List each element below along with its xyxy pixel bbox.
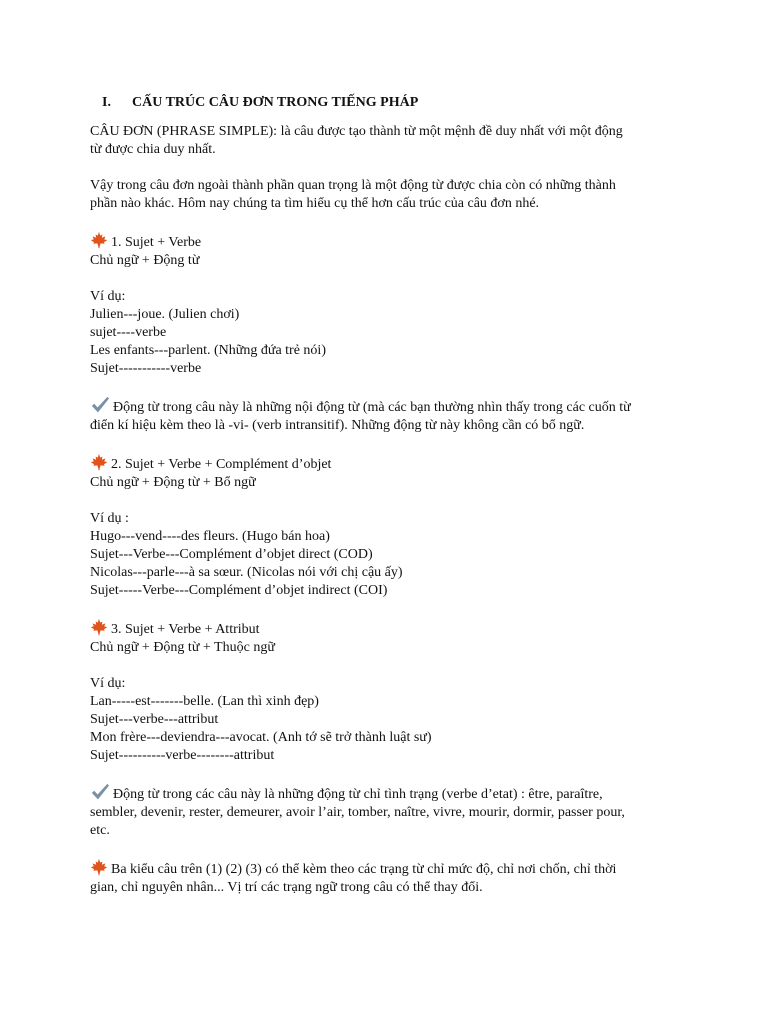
example-line: Nicolas---parle---à sa sœur. (Nicolas nói với chị cậu ấy) [90, 565, 403, 580]
example-line: Sujet-----------verbe [90, 361, 202, 376]
note-text: Động từ trong các câu này là những động từ chỉ tình trạng (verbe d’etat) : être, paraître, [113, 787, 603, 802]
example-line: Julien---joue. (Julien chơi) [90, 307, 240, 322]
examples-3 [90, 675, 678, 765]
note-text: Động từ trong câu này là những nội động từ (mà các bạn thường nhìn thấy trong các cuốn từ [113, 400, 631, 415]
example-line: Sujet---verbe---attribut [90, 712, 219, 727]
structure-title-text: 1. Sujet + Verbe [111, 235, 202, 250]
heading-title: CẤU TRÚC CÂU ĐƠN TRONG TIẾNG PHÁP [132, 95, 419, 110]
structure-1-header [90, 231, 678, 270]
example-line: Sujet---Verbe---Complément d’objet direct (COD) [90, 547, 373, 562]
example-line: Lan-----est-------belle. (Lan thì xinh đẹp) [90, 694, 319, 709]
structure-title-text: 3. Sujet + Verbe + Attribut [111, 622, 260, 637]
maple-leaf-icon [90, 618, 108, 636]
text-line: Vậy trong câu đơn ngoài thành phần quan trọng là một động từ được chia còn có những thành [90, 178, 616, 193]
structure-title [90, 453, 678, 474]
example-label: Ví dụ: [90, 676, 126, 691]
intro-paragraph-2 [90, 177, 678, 213]
closing-text: Ba kiểu câu trên (1) (2) (3) có thể kèm theo các trạng từ chỉ mức độ, chỉ nơi chốn, chỉ thời [111, 862, 617, 877]
note-line: điển kí hiệu kèm theo là -vi- (verb intransitif). Những động từ này không cần có bổ ngữ. [90, 418, 585, 433]
section-heading [90, 94, 678, 112]
structure-subtitle: Chủ ngữ + Động từ + Bổ ngữ [90, 475, 256, 490]
note-1 [90, 396, 678, 435]
note-line [90, 396, 678, 417]
maple-leaf-icon [90, 858, 108, 876]
closing-line [90, 858, 678, 879]
example-line: sujet----verbe [90, 325, 167, 340]
example-line: Sujet----------verbe--------attribut [90, 748, 275, 763]
text-line: từ được chia duy nhất. [90, 142, 216, 157]
example-label: Ví dụ : [90, 511, 129, 526]
examples-1 [90, 288, 678, 378]
structure-2-header [90, 453, 678, 492]
check-mark-icon [90, 396, 110, 414]
structure-title-text: 2. Sujet + Verbe + Complément d’objet [111, 457, 332, 472]
example-line: Hugo---vend----des fleurs. (Hugo bán hoa) [90, 529, 330, 544]
note-line: etc. [90, 823, 110, 838]
structure-title [90, 618, 678, 639]
example-line: Sujet-----Verbe---Complément d’objet indirect (COI) [90, 583, 388, 598]
check-mark-icon [90, 783, 110, 801]
text-line: CÂU ĐƠN (PHRASE SIMPLE): là câu được tạo thành từ một mệnh đề duy nhất với một động [90, 124, 623, 139]
maple-leaf-icon [90, 231, 108, 249]
note-3 [90, 783, 678, 840]
example-label: Ví dụ: [90, 289, 126, 304]
note-line: sembler, devenir, rester, demeurer, avoir l’air, tomber, naître, vivre, mourir, dormir, passer pour, [90, 805, 625, 820]
closing-line: gian, chỉ nguyên nhân... Vị trí các trạng ngữ trong câu có thể thay đổi. [90, 880, 483, 895]
example-line: Les enfants---parlent. (Những đứa trẻ nói) [90, 343, 326, 358]
structure-subtitle: Chủ ngữ + Động từ + Thuộc ngữ [90, 640, 275, 655]
maple-leaf-icon [90, 453, 108, 471]
structure-3-header [90, 618, 678, 657]
structure-title [90, 231, 678, 252]
example-line: Mon frère---deviendra---avocat. (Anh tớ sẽ trở thành luật sư) [90, 730, 432, 745]
structure-subtitle: Chủ ngữ + Động từ [90, 253, 200, 268]
note-line [90, 783, 678, 804]
examples-2 [90, 510, 678, 600]
heading-number: I. [102, 95, 111, 110]
text-line: phần nào khác. Hôm nay chúng ta tìm hiểu cụ thể hơn cấu trúc của câu đơn nhé. [90, 196, 540, 211]
intro-paragraph-1 [90, 123, 678, 159]
closing-paragraph [90, 858, 678, 897]
